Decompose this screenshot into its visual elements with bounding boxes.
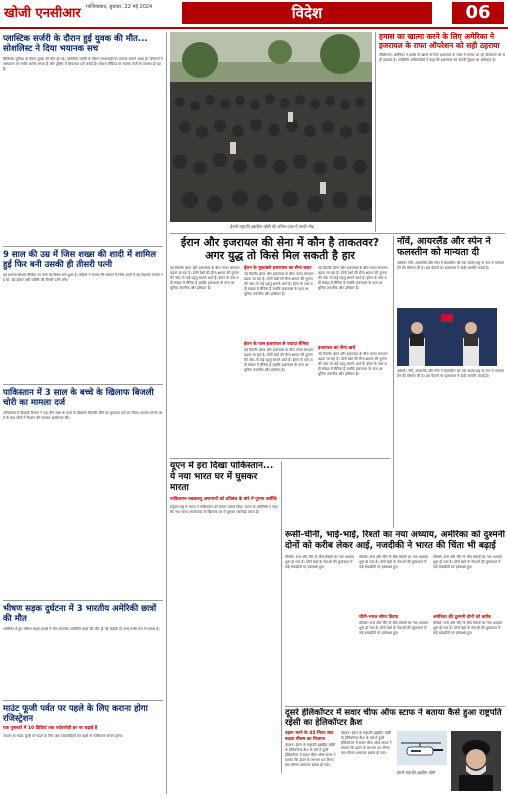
article-subhead: अमेरिका की दुश्मनी दोनों को करीब <box>433 615 491 620</box>
divider <box>285 706 505 707</box>
article-accident <box>3 604 163 697</box>
article-subhead: इजरायल का सैन्य खर्च <box>318 346 356 351</box>
article-body: ओस्लो। नॉर्वे, आयरलैंड और स्पेन ने फलस्तीन को एक स्वतंत्र राष्ट्र के रूप में मान्यता देने की घोषणा की है। इस फैसले पर इजरायल ने कड़ी आपत्ति जताई है। <box>397 261 504 270</box>
article-headline: दूसरे हेलिकॉप्टर में सवार चीफ ऑफ स्टाफ ने बताया कैसे हुआ राष्ट्रपति रईसी का हेलिकॉप्टर क्रैश <box>285 708 502 728</box>
masthead <box>0 0 508 36</box>
article-pakistan <box>3 388 163 603</box>
article-headline: हमास का खात्मा करने के लिए अमेरिका ने इजरायल के राफा ऑपरेशन को सही ठहराया <box>379 32 500 50</box>
article-body: संयुक्त राष्ट्र में भारत ने पाकिस्तान को करारा जवाब दिया। भारत के प्रतिनिधि ने कहा कि नया भारत आतंकवाद के खिलाफ घर में घुसकर कार्रवाई करता है। <box>170 505 278 514</box>
raisi-portrait <box>451 731 501 791</box>
article-headline: रूसी-चीनी, भाई-भाई, रिश्तों का नया अध्याय, अमेरिका को दुश्मनी दोनों को करीब लेकर आई, नजदीकी ने भारत की चिंता भी बढ़ाई <box>285 530 505 551</box>
divider <box>170 233 505 234</box>
article-headline: यूएन में इरा दिखा पाकिस्तान... ये नया भारत घर में घुसकर मारता <box>170 461 274 493</box>
article-body: चिकित्सा सुविधा के दौरान युवक की मौत हो गई। प्लास्टिक सर्जरी के दौरान लापरवाही का मामला सामने आया है। परिजनों ने अस्पताल पर गंभीर आरोप लगाए हैं और पुलिस में शिकायत दर्ज कराई है। सोशल मीडिया पर मामला तेजी से वायरल हो रहा है। <box>3 57 163 71</box>
article-fuji <box>3 704 163 794</box>
article-marriage <box>3 250 163 385</box>
article-body-cont: मॉस्को। रूस और चीन के बीच संबंधों का नया अध्याय शुरू हो गया है। दोनों देशों के नेताओं की मुलाकात में कई समझौतों पर हस्ताक्षर हुए। <box>359 621 428 635</box>
article-body: नई दिल्ली। ईरान और इजरायल के बीच तनाव लगातार बढ़ता जा रहा है। दोनों देशों की सैन्य क्षमता की तुलना की जाए तो कई पहलू सामने आते हैं। ईरान के पास बड़ी संख्या में सैनिक हैं जबकि इजरायल के पास आधुनिक तकनीक और हथियार हैं। <box>170 266 240 290</box>
left-column <box>3 32 163 794</box>
page-number: 06 <box>452 2 504 24</box>
article-body: जापान के माउंट फूजी पर चढ़ने के लिए अब पर्वतारोहियों को पहले से पंजीकरण कराना होगा। <box>3 734 123 738</box>
article-headline: भीषण सड़क दुर्घटना में 3 भारतीय अमेरिकी छात्रों की मौत <box>3 604 157 624</box>
article-subhead: एक पुस्तकों में 10 डिग्रियां तक पर्वतारोही हर पर चढ़ाई है <box>3 726 98 731</box>
section-title: विदेश <box>182 2 432 24</box>
date-line: गाजियाबाद, बुधवार, 22 मई 2024 <box>86 4 153 10</box>
column-divider <box>281 461 282 773</box>
article-body-cont: तेहरान। ईरान के राष्ट्रपति इब्राहिम रईसी के हेलिकॉप्टर क्रैश के बारे में दूसरे हेलिकॉप्टर में सवार चीफ ऑफ स्टाफ ने बताया कि उड़ान के लगभग 45 मिनट बाद मौसम अचानक खराब हो गया। <box>341 731 392 755</box>
leaders-photo <box>397 308 497 366</box>
divider <box>3 246 163 247</box>
article-body: पाकिस्तान में बिजली विभाग ने एक तीन साल के बच्चे के खिलाफ बिजली चोरी का मुकदमा दर्ज कर दिया। मामला सामने आने के बाद लोगों ने विभाग की जमकर आलोचना की। <box>3 411 163 420</box>
article-helicopter <box>285 708 505 796</box>
crowd-photo-illustration <box>170 32 372 222</box>
article-headline: माउंट फूजी पर्वत पर पहले के लिए कराना होगा रजिस्ट्रेशन <box>3 704 148 724</box>
helicopter-photo <box>397 731 447 765</box>
article-body-cont: मॉस्को। रूस और चीन के बीच संबंधों का नया अध्याय शुरू हो गया है। दोनों देशों के नेताओं की मुलाकात में कई समझौतों पर हस्ताक्षर हुए। <box>433 621 502 635</box>
article-subhead: उड़ान भरने के 45 मिनट बाद बदला मौसम का मिजाज <box>285 731 334 742</box>
masthead-rule <box>0 27 508 29</box>
article-body: यह मामला सोशल मीडिया पर चर्चा का विषय बना हुआ है। महिला ने बताया कि बचपन में जिस शादी में वह मेहमान बनकर गई थी, बड़े होकर उसी व्यक्ति की तीसरी पत्नी बनी। <box>3 273 163 282</box>
divider <box>3 384 163 385</box>
divider <box>3 600 163 601</box>
article-body: मॉस्को। रूस और चीन के बीच संबंधों का नया अध्याय शुरू हो गया है। दोनों देशों के नेताओं की मुलाकात में कई समझौतों पर हस्ताक्षर हुए। <box>285 555 354 569</box>
article-iran-israel <box>170 236 390 456</box>
article-body: अमेरिका में हुए भीषण सड़क हादसे में तीन भारतीय अमेरिकी छात्रों की मौत हो गई जबकि दो अन्य गंभीर रूप से घायल हैं। <box>3 627 160 631</box>
article-headline: नॉर्वे, आयरलैंड और स्पेन ने फलस्तीन को मान्यता दी <box>397 236 491 258</box>
article-body-cont: नई दिल्ली। ईरान और इजरायल के बीच तनाव लगातार बढ़ता जा रहा है। दोनों देशों की सैन्य क्षमता की तुलना की जाए तो कई पहलू सामने आते हैं। ईरान के पास बड़ी संख्या में सैनिक हैं जबकि इजरायल के पास आधुनिक तकनीक और हथियार हैं। <box>244 272 314 296</box>
article-subhead: ईरान के मुकाबले इजरायल का सैन्य बजट <box>244 266 312 271</box>
article-norway <box>397 236 505 528</box>
column-divider <box>166 32 167 794</box>
helicopter-caption: ईरानी राष्ट्रपति इब्राहिम रईसी <box>397 770 436 775</box>
paper-name: खोजी एनसीआर <box>4 6 81 21</box>
article-body-cont: नई दिल्ली। ईरान और इजरायल के बीच तनाव लगातार बढ़ता जा रहा है। दोनों देशों की सैन्य क्षमता की तुलना की जाए तो कई पहलू सामने आते हैं। ईरान के पास बड़ी संख्या में सैनिक हैं जबकि इजरायल के पास आधुनिक तकनीक और हथियार हैं। <box>244 348 314 372</box>
article-plastic-surgery <box>3 34 163 245</box>
article-headline: पाकिस्तान में 3 साल के बच्चे के खिलाफ बिजली चोरी का मामला दर्ज <box>3 388 154 408</box>
article-body-cont: मॉस्को। रूस और चीन के बीच संबंधों का नया अध्याय शुरू हो गया है। दोनों देशों के नेताओं की मुलाकात में कई समझौतों पर हस्ताक्षर हुए। <box>433 555 502 569</box>
article-body-cont: नई दिल्ली। ईरान और इजरायल के बीच तनाव लगातार बढ़ता जा रहा है। दोनों देशों की सैन्य क्षमता की तुलना की जाए तो कई पहलू सामने आते हैं। ईरान के पास बड़ी संख्या में सैनिक हैं जबकि इजरायल के पास आधुनिक तकनीक और हथियार हैं। <box>318 266 388 290</box>
article-headline: ईरान और इजरायल की सेना में कौन है ताकतवर? अगर युद्ध तो किसे मिल सकती है हार <box>180 236 380 262</box>
article-subhead: ईरान के पास इजरायल से ज्यादा सैनिक <box>244 342 309 347</box>
article-body: वॉशिंगटन। अमेरिका ने हमास के खात्मे के लिए इजरायल के राफा में चलाए जा रहे ऑपरेशन को सही ठहराया है। अमेरिकी अधिकारियों ने कहा कि इजरायल को अपनी सुरक्षा का अधिकार है। <box>379 53 505 62</box>
raisi-portrait-illustration <box>451 731 501 791</box>
article-headline: प्लास्टिक सर्जरी के दौरान हुई युवक की मौत... सोशलिस्ट ने दिया भयानक सच <box>3 34 148 54</box>
article-russia-china <box>285 530 505 704</box>
article-rafah <box>379 32 505 232</box>
article-body-cont: ओस्लो। नॉर्वे, आयरलैंड और स्पेन ने फलस्तीन को एक स्वतंत्र राष्ट्र के रूप में मान्यता देने की घोषणा की है। इस फैसले पर इजरायल ने कड़ी आपत्ति जताई है। <box>397 369 504 378</box>
article-un <box>170 461 278 773</box>
article-body-cont: नई दिल्ली। ईरान और इजरायल के बीच तनाव लगातार बढ़ता जा रहा है। दोनों देशों की सैन्य क्षमता की तुलना की जाए तो कई पहलू सामने आते हैं। ईरान के पास बड़ी संख्या में सैनिक हैं जबकि इजरायल के पास आधुनिक तकनीक और हथियार हैं। <box>318 352 388 376</box>
main-photo <box>170 32 372 222</box>
column-divider <box>393 236 394 528</box>
article-body-cont: मॉस्को। रूस और चीन के बीच संबंधों का नया अध्याय शुरू हो गया है। दोनों देशों के नेताओं की मुलाकात में कई समझौतों पर हस्ताक्षर हुए। <box>359 555 428 569</box>
article-subhead: चीनी-भारत सीमा विवाद <box>359 615 399 620</box>
column-divider <box>375 32 376 232</box>
article-body: तेहरान। ईरान के राष्ट्रपति इब्राहिम रईसी के हेलिकॉप्टर क्रैश के बारे में दूसरे हेलिकॉप्टर में सवार चीफ ऑफ स्टाफ ने बताया कि उड़ान के लगभग 45 मिनट बाद मौसम अचानक खराब हो गया। <box>285 743 336 767</box>
helicopter-illustration <box>397 731 447 765</box>
divider <box>170 458 390 459</box>
main-photo-caption: ईरानी राष्ट्रपति इब्राहिम रईसी की अंतिम यात्रा में उमड़ी भीड़ <box>230 224 314 229</box>
article-subhead: पाकिस्तान-रखवाल्यू अफगानों को प्रतिबंध के बारे में पुराना क्योंकि <box>170 497 277 502</box>
divider <box>3 700 163 701</box>
article-headline: 9 साल की उम्र में जिस शख्स की शादी में शामिल हुई फिर बनी उसकी ही तीसरी पत्नी <box>3 250 157 270</box>
leaders-podium-illustration <box>397 308 497 366</box>
